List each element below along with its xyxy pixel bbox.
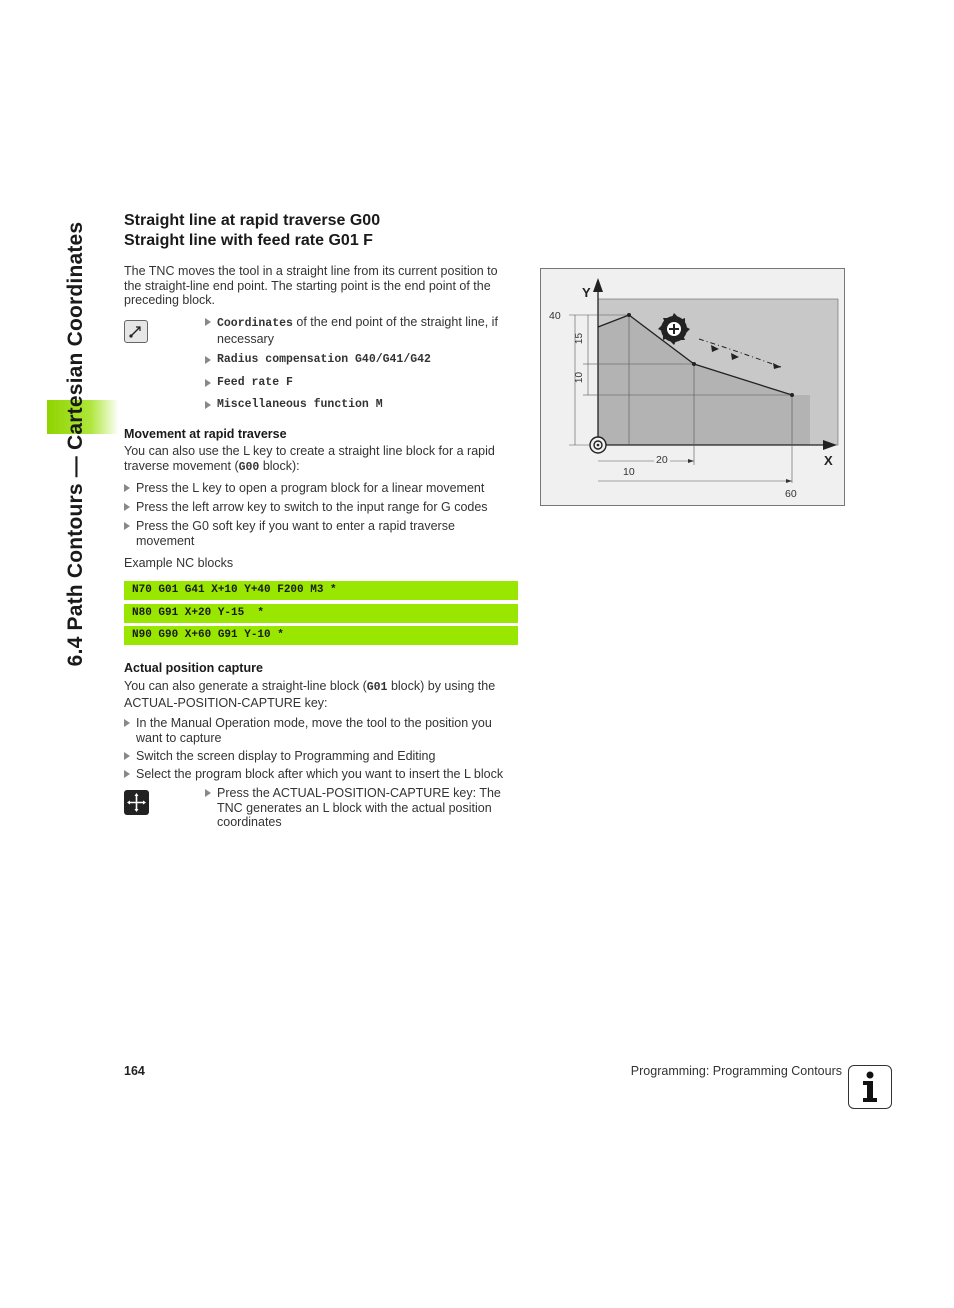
dim-label-10-horizontal: 10: [623, 466, 635, 478]
footer-chapter: Programming: Programming Contours: [630, 1064, 842, 1078]
rapid-step-3: Press the G0 soft key if you want to enter a rapid traverse movement: [124, 519, 484, 548]
capture-paragraph: You can also generate a straight-line block (G01 block) by using the ACTUAL-POSITION-CAPTURE key:: [124, 679, 496, 710]
y-axis-arrow: [593, 278, 603, 292]
y-axis-label: Y: [582, 285, 591, 300]
capture-step-1: In the Manual Operation mode, move the tool to the position you want to capture: [124, 716, 514, 745]
point-2: [692, 362, 696, 366]
datum-icon: [590, 437, 606, 453]
rapid-step-2: Press the left arrow key to switch to the input range for G codes: [124, 500, 524, 515]
point-3: [790, 393, 794, 397]
heading-line-2: Straight line with feed rate G01 F: [124, 232, 373, 249]
param-coordinates: [205, 315, 520, 346]
param-misc-label: Miscellaneous function M: [217, 398, 383, 411]
rapid-code: G00: [238, 460, 260, 474]
capture-key-step: Press the ACTUAL-POSITION-CAPTURE key: The TNC generates an L block with the actual position coordinates: [205, 786, 515, 830]
page-number: 164: [124, 1064, 145, 1078]
chapter-side-title: [48, 214, 103, 674]
section-heading: [124, 211, 380, 251]
contour-figure: [540, 268, 845, 506]
x-axis-label: X: [824, 453, 833, 468]
dim-label-20: 20: [656, 454, 668, 466]
intro-paragraph: The TNC moves the tool in a straight line from its current position to the straight-line end point. The starting point is the end point of the preceding block.: [124, 264, 498, 307]
info-icon: [848, 1065, 892, 1109]
capture-heading: Actual position capture: [124, 661, 263, 675]
capture-step-3: Select the program block after which you want to insert the L block: [124, 767, 524, 782]
example-label: Example NC blocks: [124, 556, 234, 570]
param-radius-compensation: [205, 353, 520, 368]
dim-label-60: 60: [785, 488, 797, 500]
line-key-icon: [124, 320, 148, 343]
capture-code: G01: [366, 681, 388, 694]
dim-label-10-vertical: 10: [574, 371, 586, 384]
param-coordinates-label: Coordinates: [217, 317, 293, 330]
param-misc-function: [205, 398, 520, 413]
param-feed-label: Feed rate F: [217, 376, 293, 389]
param-radius-label: Radius compensation G40/G41/G42: [217, 353, 431, 366]
rapid-paragraph: You can also use the L key to create a straight line block for a rapid traverse movement (G00 block):: [124, 444, 495, 474]
heading-line-1: Straight line at rapid traverse G00: [124, 212, 381, 229]
dim-label-40: 40: [549, 310, 561, 322]
rapid-heading: Movement at rapid traverse: [124, 427, 287, 441]
param-coordinates-rest2: necessary: [217, 331, 274, 346]
chapter-side-title-text: 6.4 Path Contours — Cartesian Coordinates: [63, 221, 87, 667]
capture-step-2: Switch the screen display to Programming and Editing: [124, 749, 524, 764]
dim-label-15: 15: [574, 332, 586, 345]
actual-position-capture-icon: [124, 790, 149, 815]
nc-block: N70 G01 G41 X+10 Y+40 F200 M3 *: [124, 581, 518, 600]
param-feed-rate: [205, 376, 520, 391]
rapid-step-1: Press the L key to open a program block for a linear movement: [124, 481, 524, 496]
nc-block: N90 G90 X+60 G91 Y-10 *: [124, 626, 518, 645]
param-coordinates-rest: of the end point of the straight line, if: [292, 315, 498, 329]
nc-block: N80 G91 X+20 Y-15 *: [124, 604, 518, 623]
point-1: [627, 313, 631, 317]
